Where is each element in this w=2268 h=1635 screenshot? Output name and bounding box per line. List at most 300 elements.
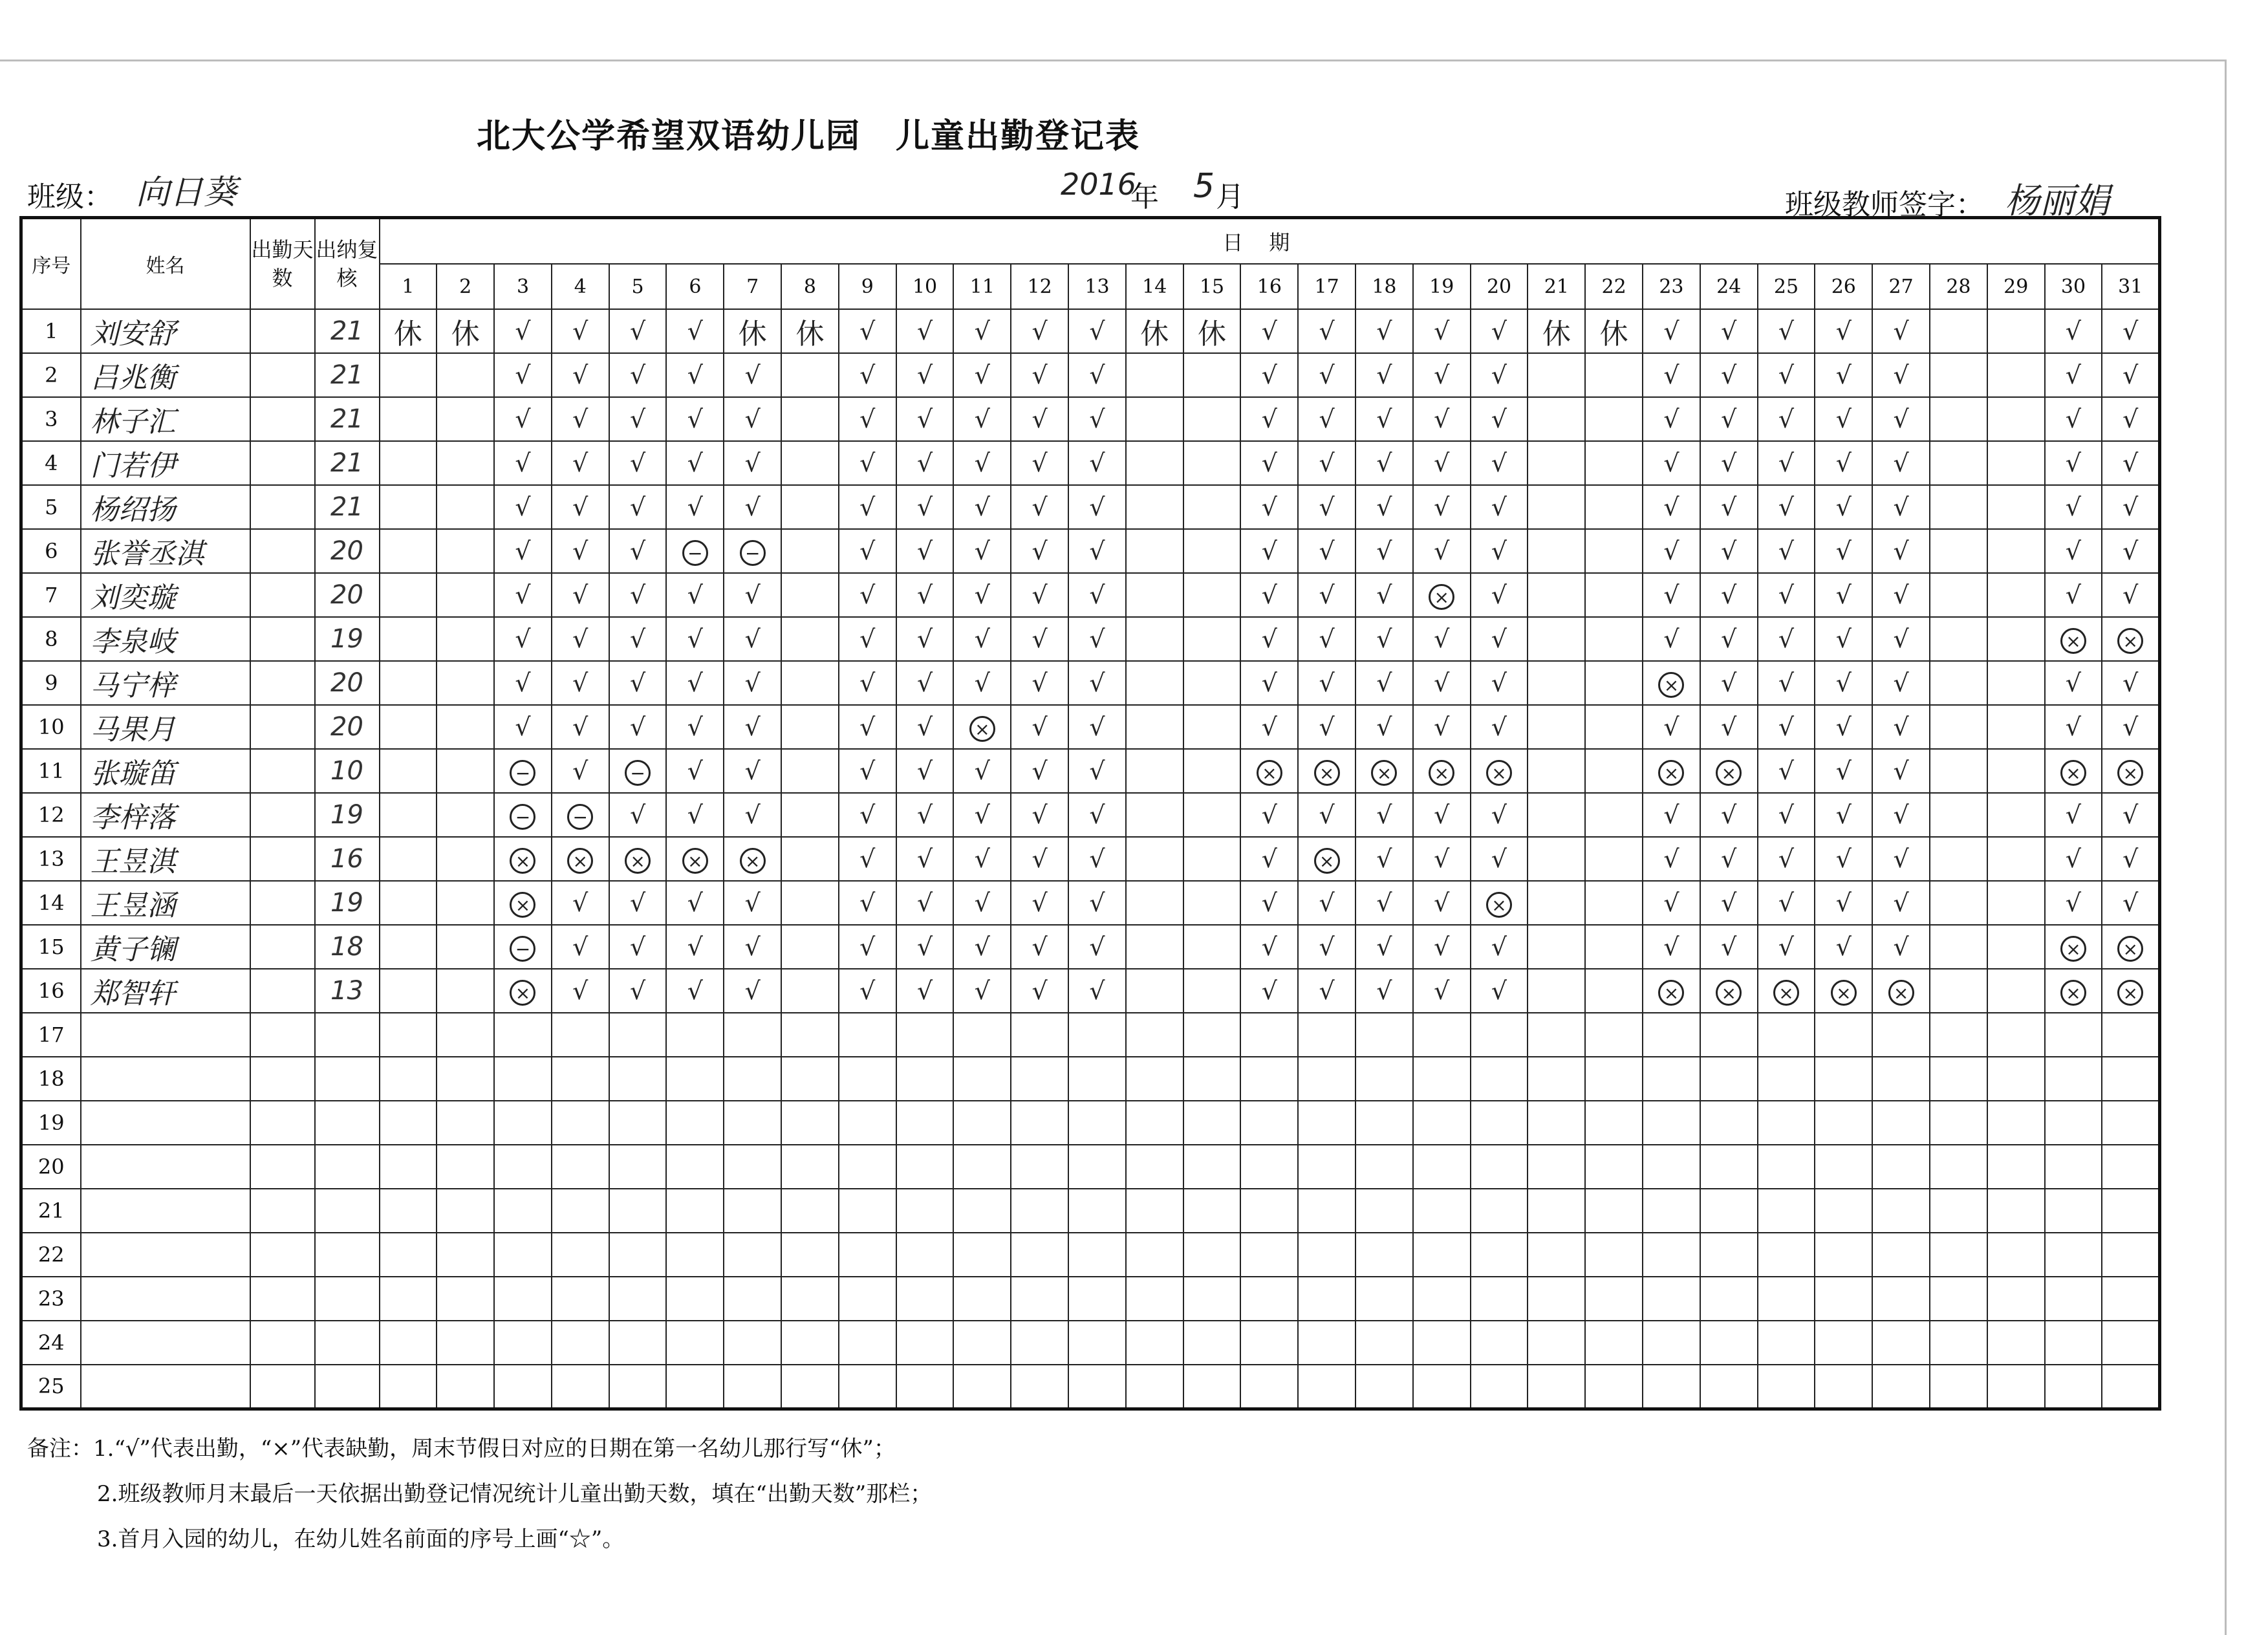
absent-circle-mark: × bbox=[1888, 980, 1914, 1006]
attendance-mark: √ bbox=[494, 617, 552, 661]
attendance-mark: √ bbox=[1298, 705, 1355, 749]
attendance-mark: √ bbox=[1298, 617, 1355, 661]
date-col-23: 23 bbox=[1643, 264, 1700, 309]
attendance-mark bbox=[1126, 485, 1183, 529]
attendance-mark bbox=[2045, 1321, 2102, 1365]
attendance-mark bbox=[1126, 573, 1183, 617]
attendance-mark: √ bbox=[666, 397, 724, 441]
cashier-review: 16 bbox=[315, 837, 380, 881]
attendance-mark: √ bbox=[1011, 969, 1068, 1013]
attendance-mark: √ bbox=[2102, 397, 2159, 441]
attendance-mark: √ bbox=[2045, 353, 2102, 397]
attendance-mark bbox=[1815, 1013, 1872, 1057]
attendance-mark: √ bbox=[1872, 309, 1930, 353]
attendance-mark bbox=[1872, 1365, 1930, 1409]
attendance-mark bbox=[437, 1145, 494, 1189]
attendance-mark: √ bbox=[724, 441, 781, 485]
attendance-mark bbox=[724, 1277, 781, 1321]
table-row bbox=[21, 1101, 2160, 1145]
attendance-mark bbox=[609, 1013, 667, 1057]
attendance-mark: √ bbox=[839, 749, 896, 793]
table-row bbox=[21, 925, 2160, 969]
table-row bbox=[21, 353, 2160, 397]
attendance-mark bbox=[1471, 1145, 1528, 1189]
attendance-mark bbox=[1528, 573, 1585, 617]
cashier-review: 21 bbox=[315, 353, 380, 397]
attendance-mark bbox=[437, 485, 494, 529]
attendance-mark bbox=[724, 1365, 781, 1409]
cashier-review bbox=[315, 1057, 380, 1101]
attendance-mark bbox=[1700, 749, 1758, 793]
attendance-mark: √ bbox=[1011, 617, 1068, 661]
attendance-mark: √ bbox=[2102, 441, 2159, 485]
attendance-mark: √ bbox=[1355, 793, 1413, 837]
attendance-mark bbox=[1126, 749, 1183, 793]
attendance-mark: √ bbox=[839, 485, 896, 529]
attendance-mark bbox=[1987, 925, 2045, 969]
attendance-mark bbox=[1528, 881, 1585, 925]
row-seq: 16 bbox=[21, 969, 81, 1013]
attendance-mark bbox=[1126, 1189, 1183, 1233]
attendance-mark bbox=[1183, 925, 1241, 969]
attendance-mark bbox=[2102, 1013, 2159, 1057]
absent-circle-mark: × bbox=[1257, 760, 1282, 786]
attendance-mark bbox=[1240, 1145, 1298, 1189]
attendance-mark bbox=[2102, 1365, 2159, 1409]
attendance-days bbox=[250, 881, 315, 925]
attendance-mark bbox=[1183, 485, 1241, 529]
attendance-mark: √ bbox=[1240, 529, 1298, 573]
attendance-mark: √ bbox=[1355, 925, 1413, 969]
attendance-mark bbox=[1298, 1013, 1355, 1057]
child-name bbox=[81, 1057, 250, 1101]
attendance-mark bbox=[609, 1365, 667, 1409]
attendance-mark: √ bbox=[839, 309, 896, 353]
attendance-mark: √ bbox=[1011, 397, 1068, 441]
child-name: 门若伊 bbox=[81, 441, 250, 485]
cashier-review: 19 bbox=[315, 881, 380, 925]
attendance-mark bbox=[380, 617, 437, 661]
child-name bbox=[81, 1189, 250, 1233]
attendance-mark bbox=[1126, 881, 1183, 925]
attendance-mark bbox=[1240, 1277, 1298, 1321]
attendance-days bbox=[250, 1101, 315, 1145]
attendance-mark: √ bbox=[953, 661, 1011, 705]
attendance-mark: √ bbox=[1815, 837, 1872, 881]
attendance-days bbox=[250, 969, 315, 1013]
table-row bbox=[21, 1233, 2160, 1277]
attendance-mark bbox=[1298, 1365, 1355, 1409]
attendance-mark bbox=[1126, 1365, 1183, 1409]
attendance-mark bbox=[494, 1189, 552, 1233]
attendance-mark: √ bbox=[1872, 925, 1930, 969]
attendance-mark bbox=[896, 1189, 954, 1233]
attendance-mark bbox=[896, 1145, 954, 1189]
attendance-mark: √ bbox=[724, 353, 781, 397]
year-label: 年 bbox=[1130, 180, 1159, 213]
attendance-mark bbox=[1758, 1057, 1815, 1101]
attendance-mark: √ bbox=[552, 397, 609, 441]
attendance-mark bbox=[781, 749, 839, 793]
attendance-mark: √ bbox=[666, 705, 724, 749]
attendance-mark: 休 bbox=[1585, 309, 1643, 353]
attendance-mark bbox=[1126, 1277, 1183, 1321]
attendance-days bbox=[250, 1233, 315, 1277]
attendance-mark bbox=[380, 353, 437, 397]
row-seq: 2 bbox=[21, 353, 81, 397]
attendance-mark bbox=[953, 1189, 1011, 1233]
attendance-mark: √ bbox=[1011, 793, 1068, 837]
attendance-mark bbox=[1413, 1013, 1471, 1057]
attendance-mark: √ bbox=[1068, 969, 1126, 1013]
attendance-mark bbox=[1355, 1057, 1413, 1101]
attendance-mark bbox=[1872, 1321, 1930, 1365]
attendance-mark: √ bbox=[1471, 661, 1528, 705]
attendance-mark: √ bbox=[896, 793, 954, 837]
attendance-mark: √ bbox=[1643, 881, 1700, 925]
attendance-mark bbox=[1011, 1233, 1068, 1277]
attendance-mark: √ bbox=[666, 793, 724, 837]
attendance-mark bbox=[896, 1321, 954, 1365]
attendance-mark: √ bbox=[953, 309, 1011, 353]
attendance-mark bbox=[1528, 925, 1585, 969]
attendance-mark bbox=[494, 969, 552, 1013]
attendance-mark bbox=[1240, 1189, 1298, 1233]
attendance-mark bbox=[1930, 1013, 1987, 1057]
attendance-mark: √ bbox=[1355, 397, 1413, 441]
attendance-mark bbox=[1758, 1013, 1815, 1057]
date-col-18: 18 bbox=[1355, 264, 1413, 309]
attendance-mark bbox=[1930, 1277, 1987, 1321]
attendance-mark: √ bbox=[1758, 441, 1815, 485]
attendance-mark: √ bbox=[609, 573, 667, 617]
table-row bbox=[21, 705, 2160, 749]
attendance-mark: √ bbox=[1471, 969, 1528, 1013]
attendance-mark bbox=[896, 1233, 954, 1277]
attendance-mark: √ bbox=[1471, 837, 1528, 881]
attendance-mark bbox=[1987, 485, 2045, 529]
attendance-mark bbox=[380, 1321, 437, 1365]
attendance-mark bbox=[1987, 969, 2045, 1013]
attendance-mark bbox=[1815, 1101, 1872, 1145]
attendance-mark bbox=[781, 1013, 839, 1057]
attendance-mark: √ bbox=[1068, 573, 1126, 617]
attendance-mark bbox=[1011, 1321, 1068, 1365]
attendance-mark bbox=[1471, 1013, 1528, 1057]
attendance-mark: √ bbox=[896, 749, 954, 793]
attendance-mark bbox=[1528, 705, 1585, 749]
attendance-mark bbox=[1413, 1365, 1471, 1409]
attendance-mark: √ bbox=[1355, 705, 1413, 749]
attendance-mark: √ bbox=[724, 749, 781, 793]
dash-circle-mark: − bbox=[510, 804, 535, 830]
attendance-mark bbox=[1758, 1145, 1815, 1189]
attendance-mark bbox=[494, 1057, 552, 1101]
attendance-mark bbox=[724, 1145, 781, 1189]
attendance-mark bbox=[666, 837, 724, 881]
attendance-mark: √ bbox=[953, 749, 1011, 793]
attendance-mark bbox=[380, 441, 437, 485]
attendance-mark: √ bbox=[1643, 925, 1700, 969]
attendance-mark: √ bbox=[1298, 881, 1355, 925]
attendance-mark bbox=[666, 1145, 724, 1189]
attendance-mark: √ bbox=[839, 837, 896, 881]
child-name: 马果月 bbox=[81, 705, 250, 749]
attendance-mark bbox=[1815, 1189, 1872, 1233]
attendance-mark bbox=[1585, 617, 1643, 661]
attendance-days bbox=[250, 793, 315, 837]
attendance-mark bbox=[1643, 1101, 1700, 1145]
attendance-mark bbox=[1355, 1101, 1413, 1145]
table-row bbox=[21, 573, 2160, 617]
date-col-21: 21 bbox=[1528, 264, 1585, 309]
attendance-mark bbox=[494, 925, 552, 969]
attendance-mark bbox=[1758, 1101, 1815, 1145]
attendance-mark: √ bbox=[1643, 617, 1700, 661]
row-seq: 8 bbox=[21, 617, 81, 661]
attendance-mark: √ bbox=[1471, 705, 1528, 749]
date-col-26: 26 bbox=[1815, 264, 1872, 309]
attendance-mark bbox=[1528, 837, 1585, 881]
absent-circle-mark: × bbox=[2060, 936, 2086, 962]
attendance-mark: √ bbox=[953, 793, 1011, 837]
attendance-mark: √ bbox=[609, 705, 667, 749]
attendance-mark: √ bbox=[2045, 573, 2102, 617]
cashier-review bbox=[315, 1277, 380, 1321]
attendance-mark: √ bbox=[1643, 705, 1700, 749]
attendance-mark: √ bbox=[896, 353, 954, 397]
attendance-mark bbox=[896, 1013, 954, 1057]
attendance-mark bbox=[437, 1013, 494, 1057]
attendance-mark bbox=[2102, 1277, 2159, 1321]
attendance-days bbox=[250, 485, 315, 529]
attendance-mark: √ bbox=[609, 661, 667, 705]
attendance-mark bbox=[1585, 441, 1643, 485]
attendance-mark bbox=[1987, 617, 2045, 661]
attendance-mark: √ bbox=[1872, 353, 1930, 397]
attendance-mark bbox=[1298, 1277, 1355, 1321]
table-row bbox=[21, 661, 2160, 705]
attendance-mark bbox=[1068, 1189, 1126, 1233]
attendance-mark bbox=[1987, 353, 2045, 397]
cashier-review bbox=[315, 1145, 380, 1189]
row-seq: 18 bbox=[21, 1057, 81, 1101]
attendance-mark: √ bbox=[1355, 529, 1413, 573]
attendance-mark: √ bbox=[1872, 881, 1930, 925]
table-row bbox=[21, 1321, 2160, 1365]
attendance-mark: √ bbox=[724, 485, 781, 529]
attendance-mark: √ bbox=[609, 529, 667, 573]
attendance-mark: √ bbox=[1298, 573, 1355, 617]
attendance-mark: √ bbox=[552, 749, 609, 793]
attendance-mark bbox=[437, 837, 494, 881]
attendance-mark: √ bbox=[1298, 353, 1355, 397]
attendance-mark bbox=[953, 1277, 1011, 1321]
attendance-mark: √ bbox=[552, 309, 609, 353]
attendance-mark: √ bbox=[1068, 925, 1126, 969]
attendance-mark bbox=[1987, 1013, 2045, 1057]
attendance-mark bbox=[494, 1145, 552, 1189]
attendance-mark bbox=[552, 1013, 609, 1057]
cashier-review-header: 出纳复核 bbox=[315, 218, 380, 310]
attendance-mark: √ bbox=[1872, 749, 1930, 793]
child-name: 李泉岐 bbox=[81, 617, 250, 661]
attendance-mark bbox=[1126, 1057, 1183, 1101]
attendance-mark bbox=[437, 573, 494, 617]
attendance-mark: √ bbox=[1240, 969, 1298, 1013]
page-title: 北大公学希望双语幼儿园 儿童出勤登记表 bbox=[476, 116, 1140, 156]
attendance-mark: √ bbox=[1068, 881, 1126, 925]
attendance-mark bbox=[552, 837, 609, 881]
attendance-mark: √ bbox=[1413, 793, 1471, 837]
attendance-mark bbox=[1183, 441, 1241, 485]
attendance-mark bbox=[380, 1057, 437, 1101]
attendance-mark bbox=[1585, 1101, 1643, 1145]
date-col-7: 7 bbox=[724, 264, 781, 309]
attendance-mark bbox=[1183, 969, 1241, 1013]
absent-circle-mark: × bbox=[1658, 672, 1684, 698]
attendance-mark: √ bbox=[2045, 705, 2102, 749]
attendance-mark bbox=[1240, 1365, 1298, 1409]
attendance-mark bbox=[953, 1145, 1011, 1189]
attendance-mark bbox=[494, 1233, 552, 1277]
attendance-mark: √ bbox=[839, 925, 896, 969]
attendance-mark: √ bbox=[896, 617, 954, 661]
attendance-mark bbox=[437, 529, 494, 573]
attendance-mark bbox=[1758, 969, 1815, 1013]
attendance-mark bbox=[1930, 837, 1987, 881]
attendance-mark: √ bbox=[1011, 485, 1068, 529]
date-col-20: 20 bbox=[1471, 264, 1528, 309]
absent-circle-mark: × bbox=[1486, 892, 1512, 918]
attendance-mark bbox=[1585, 1013, 1643, 1057]
absent-circle-mark: × bbox=[1429, 760, 1454, 786]
absent-circle-mark: × bbox=[682, 848, 708, 874]
attendance-mark: √ bbox=[1355, 837, 1413, 881]
attendance-mark: √ bbox=[1643, 397, 1700, 441]
attendance-mark bbox=[2045, 1101, 2102, 1145]
attendance-mark bbox=[1298, 1189, 1355, 1233]
attendance-mark: √ bbox=[2045, 661, 2102, 705]
attendance-mark: √ bbox=[1700, 353, 1758, 397]
date-col-12: 12 bbox=[1011, 264, 1068, 309]
attendance-mark: √ bbox=[1815, 441, 1872, 485]
child-name bbox=[81, 1321, 250, 1365]
attendance-mark bbox=[1355, 1277, 1413, 1321]
attendance-mark: √ bbox=[839, 397, 896, 441]
attendance-mark bbox=[781, 573, 839, 617]
attendance-mark: √ bbox=[1413, 353, 1471, 397]
attendance-mark bbox=[2045, 969, 2102, 1013]
attendance-mark bbox=[1183, 397, 1241, 441]
attendance-mark bbox=[1643, 1321, 1700, 1365]
row-seq: 14 bbox=[21, 881, 81, 925]
absent-circle-mark: × bbox=[2060, 760, 2086, 786]
attendance-mark bbox=[1930, 529, 1987, 573]
attendance-mark: √ bbox=[953, 881, 1011, 925]
attendance-mark: √ bbox=[609, 485, 667, 529]
attendance-mark bbox=[1413, 1145, 1471, 1189]
attendance-mark: √ bbox=[666, 617, 724, 661]
attendance-mark bbox=[896, 1365, 954, 1409]
attendance-mark bbox=[437, 1277, 494, 1321]
attendance-mark bbox=[380, 749, 437, 793]
attendance-mark bbox=[494, 793, 552, 837]
attendance-mark: √ bbox=[1758, 353, 1815, 397]
attendance-mark bbox=[839, 1145, 896, 1189]
attendance-mark bbox=[1068, 1277, 1126, 1321]
attendance-mark: √ bbox=[1298, 485, 1355, 529]
row-seq: 9 bbox=[21, 661, 81, 705]
date-col-5: 5 bbox=[609, 264, 667, 309]
attendance-mark: √ bbox=[1413, 441, 1471, 485]
attendance-mark: √ bbox=[839, 881, 896, 925]
attendance-mark: √ bbox=[1471, 353, 1528, 397]
attendance-mark bbox=[609, 1101, 667, 1145]
attendance-mark bbox=[1585, 705, 1643, 749]
attendance-mark bbox=[1011, 1365, 1068, 1409]
absent-circle-mark: × bbox=[1371, 760, 1397, 786]
attendance-mark: 休 bbox=[1126, 309, 1183, 353]
attendance-mark bbox=[1930, 969, 1987, 1013]
attendance-mark bbox=[781, 837, 839, 881]
attendance-mark: √ bbox=[1413, 529, 1471, 573]
attendance-mark: √ bbox=[1471, 397, 1528, 441]
attendance-mark: √ bbox=[494, 397, 552, 441]
attendance-mark bbox=[1987, 1233, 2045, 1277]
attendance-mark bbox=[1126, 397, 1183, 441]
attendance-mark bbox=[1298, 1057, 1355, 1101]
attendance-mark bbox=[1700, 1277, 1758, 1321]
attendance-mark bbox=[781, 1057, 839, 1101]
attendance-mark bbox=[2102, 1057, 2159, 1101]
attendance-mark: √ bbox=[1011, 573, 1068, 617]
attendance-mark bbox=[1987, 573, 2045, 617]
date-col-11: 11 bbox=[953, 264, 1011, 309]
attendance-mark bbox=[1585, 925, 1643, 969]
attendance-mark bbox=[1528, 661, 1585, 705]
attendance-mark bbox=[724, 1321, 781, 1365]
attendance-mark bbox=[437, 353, 494, 397]
attendance-mark bbox=[1471, 1321, 1528, 1365]
attendance-mark bbox=[1183, 793, 1241, 837]
attendance-mark bbox=[2102, 1321, 2159, 1365]
attendance-mark bbox=[724, 1233, 781, 1277]
attendance-mark bbox=[437, 705, 494, 749]
attendance-mark bbox=[1700, 1145, 1758, 1189]
child-name bbox=[81, 1365, 250, 1409]
attendance-mark bbox=[380, 881, 437, 925]
attendance-mark: √ bbox=[1068, 793, 1126, 837]
attendance-mark: √ bbox=[1413, 661, 1471, 705]
absent-circle-mark: × bbox=[2117, 760, 2143, 786]
attendance-mark: √ bbox=[1758, 925, 1815, 969]
attendance-mark bbox=[1528, 441, 1585, 485]
attendance-mark bbox=[781, 1233, 839, 1277]
attendance-mark: √ bbox=[1298, 969, 1355, 1013]
attendance-mark: √ bbox=[1758, 661, 1815, 705]
attendance-mark: √ bbox=[1700, 793, 1758, 837]
attendance-mark bbox=[1528, 793, 1585, 837]
attendance-mark bbox=[1758, 1365, 1815, 1409]
attendance-mark bbox=[1011, 1145, 1068, 1189]
attendance-mark bbox=[1126, 441, 1183, 485]
absent-circle-mark: × bbox=[510, 892, 535, 918]
attendance-mark: √ bbox=[1068, 749, 1126, 793]
attendance-mark: √ bbox=[1240, 793, 1298, 837]
month-label: 月 bbox=[1216, 180, 1244, 213]
page-top-edge bbox=[0, 60, 2225, 61]
